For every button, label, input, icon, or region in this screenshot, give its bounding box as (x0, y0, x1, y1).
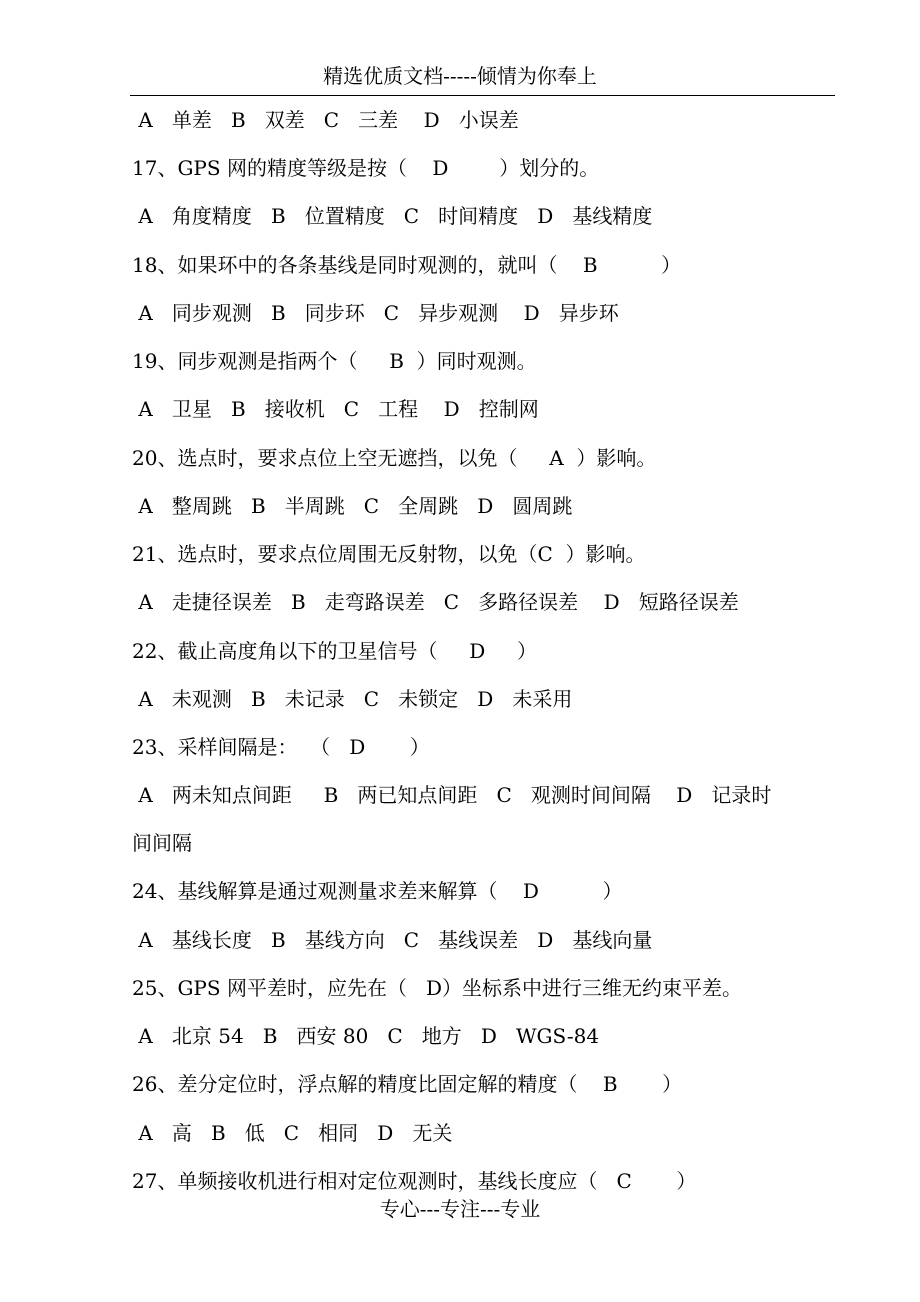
page-header: 精选优质文档-----倾情为你奉上 (323, 64, 597, 88)
question-27: 27、单频接收机进行相对定位观测时，基线长度应（ C ） (132, 1169, 697, 1193)
question-19: 19、同步观测是指两个（ B ）同时观测。 (132, 349, 537, 373)
question-22: 22、截止高度角以下的卫星信号（ D ） (132, 639, 538, 663)
option-line-24: A 基线长度 B 基线方向 C 基线误差 D 基线向量 (132, 928, 653, 952)
question-26: 26、差分定位时，浮点解的精度比固定解的精度（ B ） (132, 1072, 683, 1096)
option-line-25: A 北京 54 B 西安 80 C 地方 D WGS-84 (132, 1024, 600, 1048)
page-footer: 专心---专注---专业 (379, 1197, 541, 1221)
option-line-23: A 两未知点间距 B 两已知点间距 C 观测时间间隔 D 记录时 (132, 783, 772, 807)
option-line-16: A 单差 B 双差 C 三差 D 小误差 (132, 108, 519, 132)
option-line-18: A 同步观测 B 同步环 C 异步观测 D 异步环 (132, 301, 619, 325)
question-21: 21、选点时，要求点位周围无反射物，以免（C ）影响。 (132, 542, 646, 566)
option-line-20: A 整周跳 B 半周跳 C 全周跳 D 圆周跳 (132, 494, 573, 518)
question-17: 17、GPS 网的精度等级是按（ D ）划分的。 (132, 156, 600, 180)
option-line-22: A 未观测 B 未记录 C 未锁定 D 未采用 (132, 687, 573, 711)
option-line-17: A 角度精度 B 位置精度 C 时间精度 D 基线精度 (132, 204, 653, 228)
question-25: 25、GPS 网平差时，应先在（ D）坐标系中进行三维无约束平差。 (132, 976, 743, 1000)
option-line-26: A 高 B 低 C 相同 D 无关 (132, 1121, 453, 1145)
question-20: 20、选点时，要求点位上空无遮挡，以免（ A ）影响。 (132, 446, 657, 470)
option-line-19: A 卫星 B 接收机 C 工程 D 控制网 (132, 397, 539, 421)
question-24: 24、基线解算是通过观测量求差来解算（ D ） (132, 879, 623, 903)
question-18: 18、如果环中的各条基线是同时观测的，就叫（ B ） (132, 253, 682, 277)
option-line-21: A 走捷径误差 B 走弯路误差 C 多路径误差 D 短路径误差 (132, 590, 739, 614)
option-line-23-continued: 间间隔 (132, 831, 192, 855)
question-23: 23、采样间隔是： （ D ） (132, 735, 430, 759)
header-divider (130, 95, 835, 96)
